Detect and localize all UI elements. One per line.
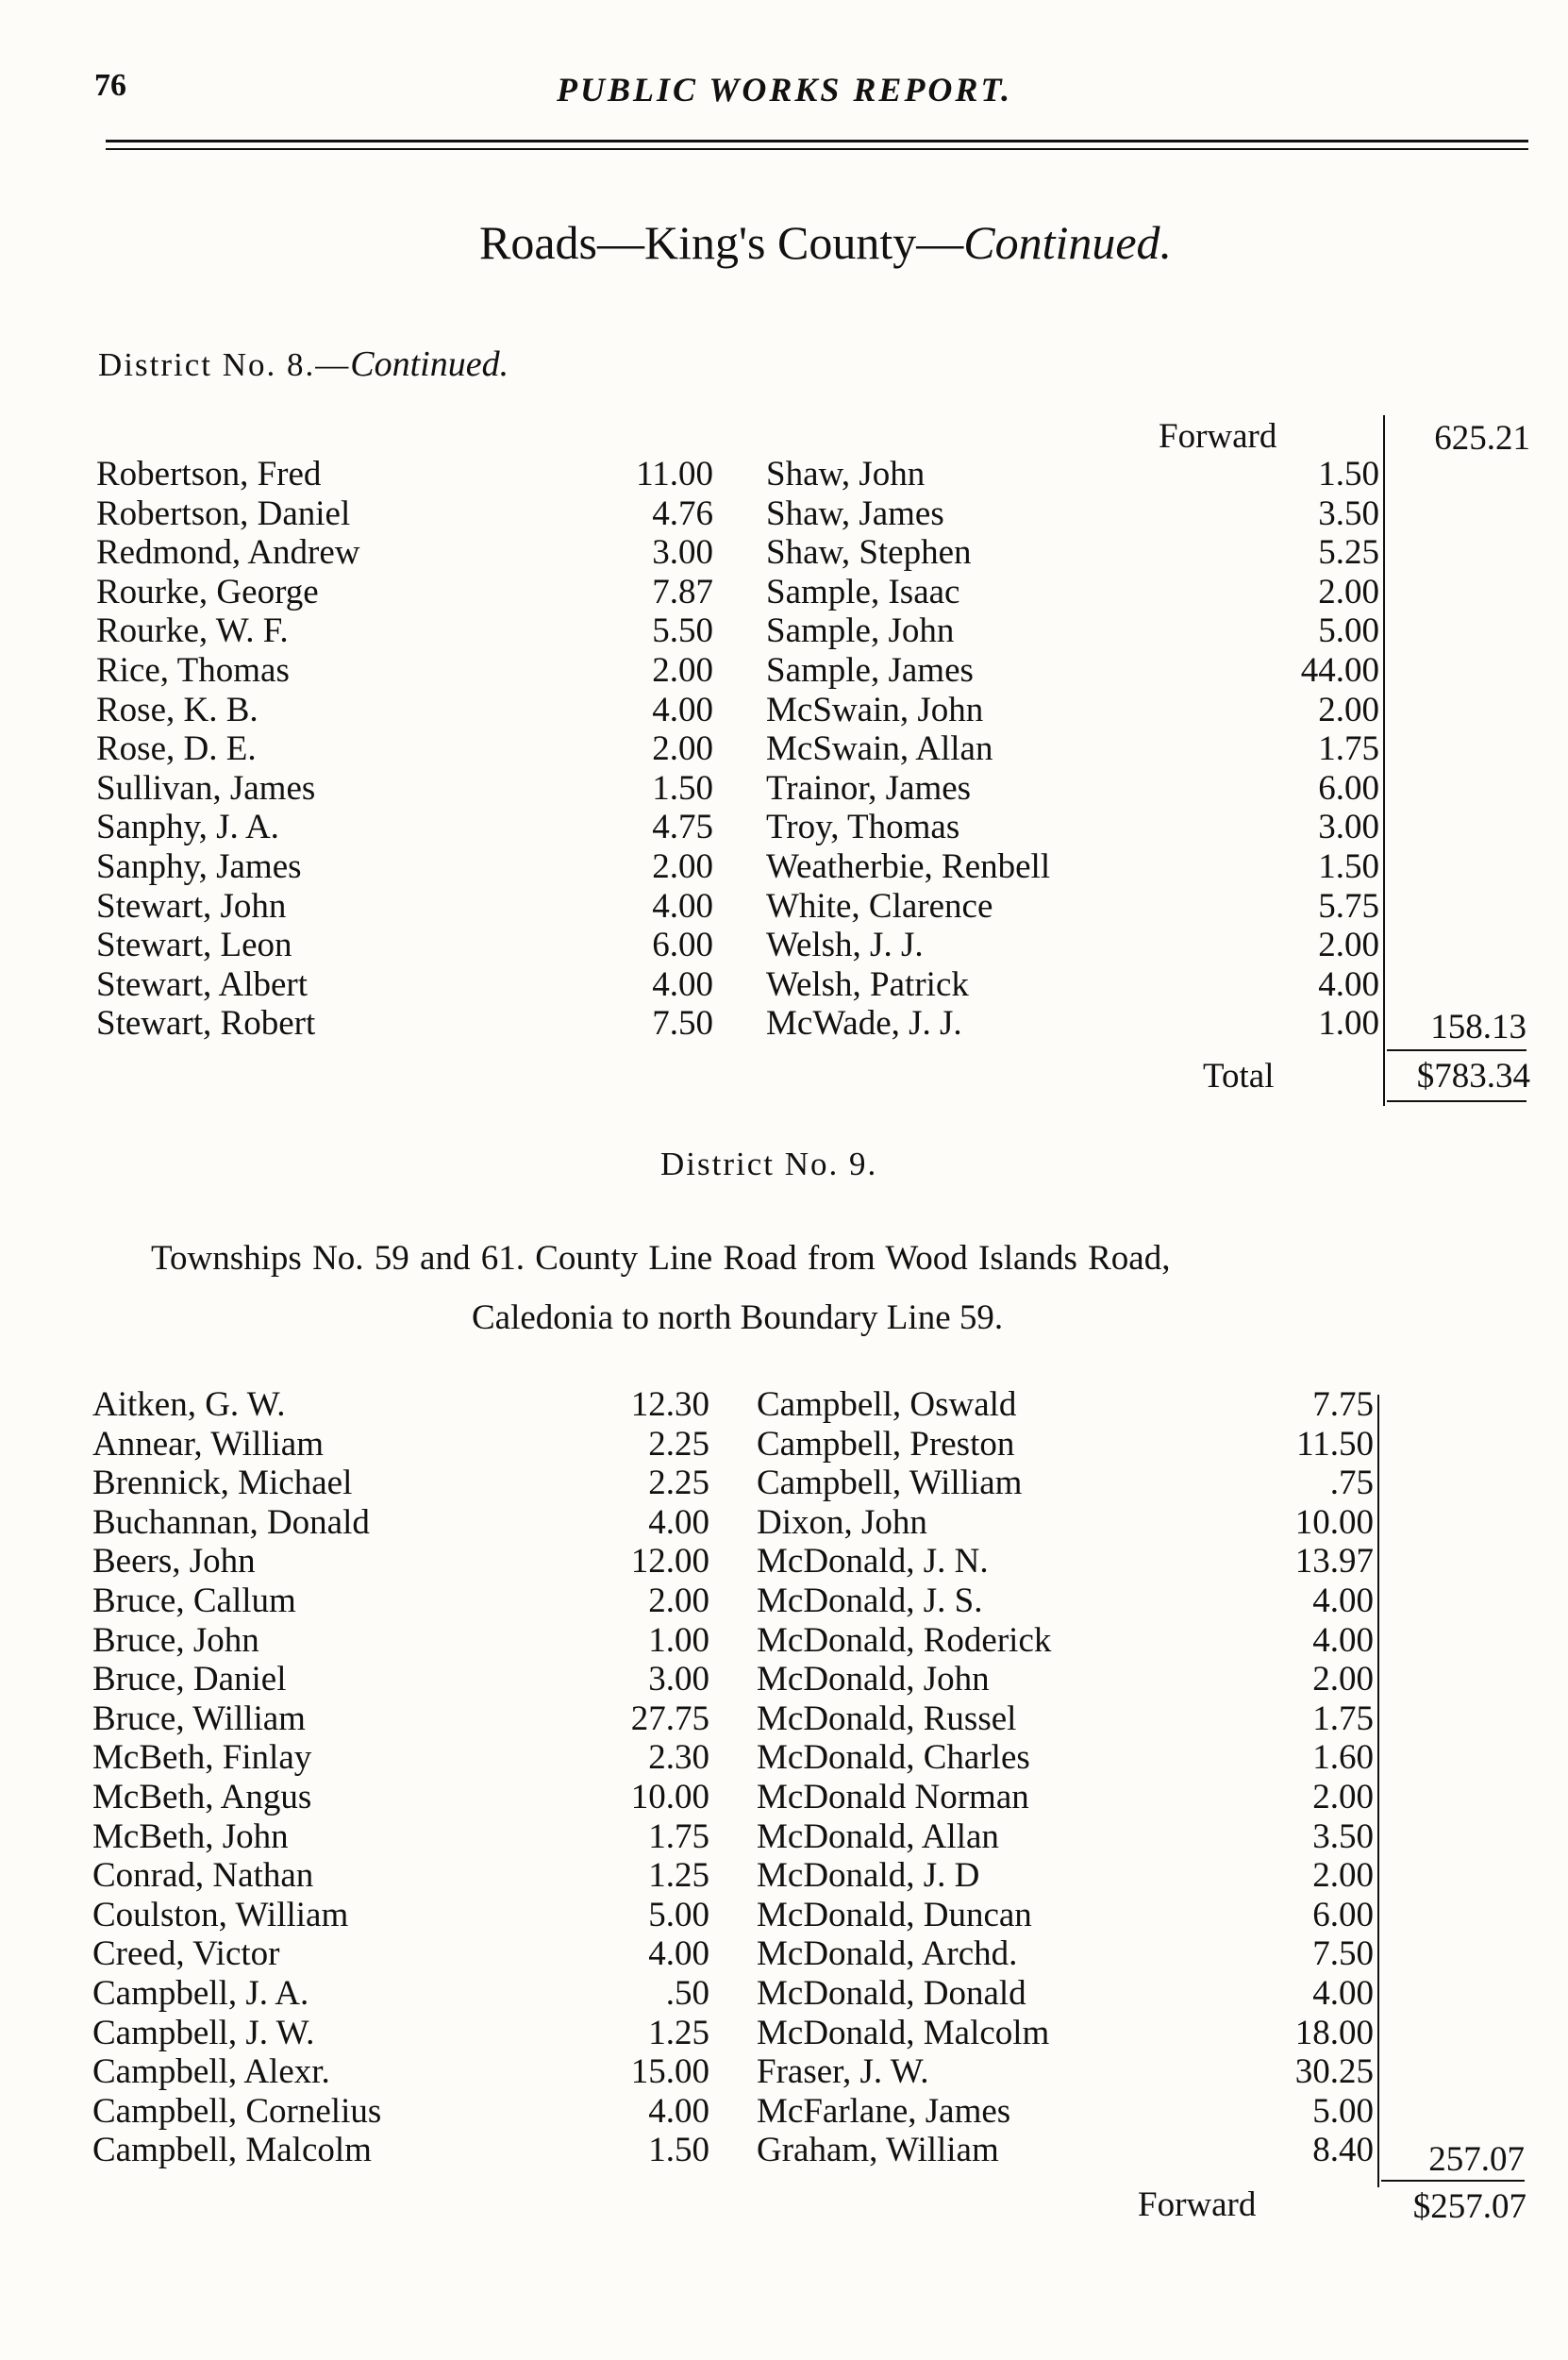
list-item-name: McDonald, Archd. [757, 1934, 1018, 1974]
list-item-amount: 2.00 [652, 651, 713, 690]
list-item-amount: 13.97 [1294, 1542, 1374, 1582]
list-item-amount: 30.25 [1294, 2052, 1374, 2092]
list-item-name: McDonald, J. N. [757, 1542, 989, 1582]
list-item-name: Rourke, W. F. [96, 611, 289, 651]
list-item-amount: 1.25 [648, 1856, 709, 1896]
list-item-amount: 4.00 [1312, 1620, 1374, 1660]
list-item-name: Bruce, Callum [92, 1582, 296, 1620]
list-item-amount: 2.25 [648, 1464, 709, 1503]
list-item-amount: 11.50 [1296, 1424, 1374, 1464]
list-item-amount: 4.00 [1318, 964, 1379, 1004]
list-item-name: Sanphy, J. A. [96, 808, 279, 847]
list-item-name: McDonald, Roderick [757, 1620, 1052, 1660]
list-item-name: Shaw, Stephen [766, 533, 972, 573]
list-item-amount: .50 [665, 1974, 709, 2013]
list-item-name: McDonald, Malcolm [757, 2013, 1050, 2052]
list-item-amount: 4.00 [1312, 1974, 1374, 2013]
list-item-amount: 4.00 [652, 964, 713, 1004]
list-item-name: McDonald, Donald [757, 1974, 1026, 2013]
list-item-amount: 5.00 [1318, 611, 1379, 651]
list-item-amount: 3.00 [652, 533, 713, 573]
district-8-heading [98, 343, 509, 385]
list-item-name: McBeth, John [92, 1816, 289, 1856]
list-item-name: Campbell, Oswald [757, 1385, 1017, 1424]
list-item-name: Rice, Thomas [96, 651, 290, 690]
list-item-amount: 4.76 [652, 494, 713, 533]
list-item-amount: 2.00 [652, 847, 713, 886]
list-item-name: Graham, William [757, 2131, 999, 2170]
list-item-amount: 1.50 [648, 2131, 709, 2170]
district-9-caption-line-1: Townships No. 59 and 61. County Line Road from Wood Islands Road, [151, 1239, 1171, 1278]
list-item-name: Stewart, Albert [96, 964, 309, 1004]
list-item-amount: 10.00 [1294, 1502, 1374, 1542]
list-item-name: McWade, J. J. [766, 1004, 962, 1044]
list-item-amount: 12.00 [630, 1542, 709, 1582]
section-title [479, 215, 1172, 270]
list-item-name: McDonald Norman [757, 1778, 1029, 1816]
list-item-amount: 2.00 [1312, 1856, 1374, 1896]
list-item-amount: 5.25 [1318, 533, 1379, 573]
list-item-name: McSwain, Allan [766, 729, 993, 769]
list-item-name: Bruce, John [92, 1620, 259, 1660]
list-item-amount: 1.00 [648, 1620, 709, 1660]
list-item-amount: 15.00 [630, 2052, 709, 2092]
list-item-name: Brennick, Michael [92, 1464, 353, 1503]
list-item-amount: 4.00 [652, 690, 713, 729]
list-item-amount: 2.00 [1312, 1660, 1374, 1699]
list-item-name: Sample, Isaac [766, 572, 960, 611]
header-rule-bottom [106, 148, 1528, 150]
list-item-name: Redmond, Andrew [96, 533, 360, 573]
district-9-column-rule [1377, 1395, 1379, 2187]
list-item-name: Trainor, James [766, 768, 972, 808]
list-item-name: McSwain, John [766, 690, 984, 729]
list-item-amount: 2.00 [1318, 572, 1379, 611]
district-8-subtotal-rule [1387, 1049, 1526, 1051]
list-item-amount: 2.00 [1312, 1778, 1374, 1816]
list-item-name: Campbell, J. W. [92, 2013, 315, 2052]
list-item-amount: 4.00 [648, 1502, 709, 1542]
list-item-name: McDonald, Russel [757, 1699, 1017, 1738]
list-item-name: Stewart, John [96, 886, 287, 926]
list-item-name: Weatherbie, Renbell [766, 847, 1051, 886]
district-8-total-label: Total [1203, 1057, 1275, 1096]
list-item-name: Aitken, G. W. [92, 1385, 286, 1424]
list-item-amount: 6.00 [1312, 1895, 1374, 1934]
district-8-heading-italic: Continued. [350, 344, 509, 384]
district-8-heading-text: District No. 8.— [98, 346, 351, 383]
list-item-name: Annear, William [92, 1424, 324, 1464]
district-9-forward-amount: $257.07 [1412, 2187, 1526, 2226]
list-item-name: Welsh, J. J. [766, 926, 924, 965]
list-item-name: Stewart, Leon [96, 926, 292, 965]
district-9-forward-label: Forward [1138, 2185, 1257, 2224]
list-item-name: Welsh, Patrick [766, 964, 969, 1004]
list-item-amount: 6.00 [652, 926, 713, 965]
list-item-name: Sullivan, James [96, 768, 316, 808]
list-item-amount: 2.00 [648, 1582, 709, 1620]
list-item-amount: 3.00 [648, 1660, 709, 1699]
list-item-name: Troy, Thomas [766, 808, 960, 847]
list-item-amount: 2.00 [1318, 690, 1379, 729]
list-item-amount: 11.00 [636, 455, 713, 494]
running-title: PUBLIC WORKS REPORT. [557, 71, 1013, 109]
page-number: 76 [94, 68, 126, 103]
list-item-amount: 5.50 [652, 611, 713, 651]
list-item-amount: 1.75 [648, 1816, 709, 1856]
list-item-name: McDonald, Charles [757, 1738, 1030, 1778]
district-9-subtotal-rule [1381, 2180, 1525, 2182]
list-item-amount: 1.75 [1318, 729, 1379, 769]
list-item-amount: 4.00 [648, 1934, 709, 1974]
list-item-amount: 18.00 [1294, 2013, 1374, 2052]
list-item-name: Robertson, Fred [96, 455, 322, 494]
list-item-amount: 7.50 [652, 1004, 713, 1044]
list-item-amount: 12.30 [630, 1385, 709, 1424]
list-item-name: Sanphy, James [96, 847, 302, 886]
list-item-amount: 8.40 [1312, 2131, 1374, 2170]
list-item-amount: 6.00 [1318, 768, 1379, 808]
list-item-amount: 5.00 [648, 1895, 709, 1934]
list-item-amount: 5.00 [1312, 2091, 1374, 2131]
section-title-italic: Continued. [963, 216, 1173, 269]
list-item-amount: 2.30 [648, 1738, 709, 1778]
district-9-subtotal: 257.07 [1428, 2140, 1525, 2179]
district-8-total-rule [1387, 1100, 1526, 1102]
list-item-name: Sample, James [766, 651, 974, 690]
list-item-name: McBeth, Finlay [92, 1738, 312, 1778]
list-item-name: Robertson, Daniel [96, 494, 351, 533]
list-item-amount: 7.75 [1312, 1385, 1374, 1424]
list-item-amount: 4.00 [1312, 1582, 1374, 1620]
district-8-total-amount: $783.34 [1416, 1057, 1530, 1096]
list-item-amount: 44.00 [1300, 651, 1379, 690]
list-item-name: Shaw, James [766, 494, 944, 533]
list-item-amount: 3.50 [1318, 494, 1379, 533]
list-item-name: Bruce, William [92, 1699, 306, 1738]
list-item-name: Dixon, John [757, 1502, 927, 1542]
list-item-name: Beers, John [92, 1542, 256, 1582]
list-item-name: McDonald, Duncan [757, 1895, 1032, 1934]
district-8-forward-label: Forward [1159, 417, 1277, 456]
list-item-name: Campbell, Cornelius [92, 2091, 382, 2131]
list-item-name: McDonald, J. S. [757, 1582, 983, 1620]
list-item-amount: 27.75 [630, 1699, 709, 1738]
district-9-heading: District No. 9. [660, 1146, 878, 1182]
list-item-name: Sample, John [766, 611, 955, 651]
header-rule-top [106, 140, 1528, 142]
list-item-amount: 7.87 [652, 572, 713, 611]
list-item-amount: 2.25 [648, 1424, 709, 1464]
list-item-name: Buchannan, Donald [92, 1502, 370, 1542]
list-item-name: Bruce, Daniel [92, 1660, 287, 1699]
list-item-amount: 1.00 [1318, 1004, 1379, 1044]
list-item-amount: .75 [1329, 1464, 1374, 1503]
list-item-amount: 1.25 [648, 2013, 709, 2052]
list-item-amount: 10.00 [630, 1778, 709, 1816]
list-item-name: Creed, Victor [92, 1934, 280, 1974]
list-item-name: Conrad, Nathan [92, 1856, 314, 1896]
list-item-name: McDonald, John [757, 1660, 990, 1699]
list-item-name: McFarlane, James [757, 2091, 1011, 2131]
list-item-name: Rose, D. E. [96, 729, 257, 769]
list-item-amount: 3.50 [1312, 1816, 1374, 1856]
list-item-name: Fraser, J. W. [757, 2052, 929, 2092]
district-9-caption-line-2: Caledonia to north Boundary Line 59. [472, 1298, 1004, 1337]
list-item-name: Campbell, J. A. [92, 1974, 309, 2013]
list-item-amount: 4.00 [652, 886, 713, 926]
list-item-amount: 1.75 [1312, 1699, 1374, 1738]
list-item-name: Coulston, William [92, 1895, 349, 1934]
district-8-forward-amount: 625.21 [1434, 419, 1530, 458]
list-item-name: Shaw, John [766, 455, 926, 494]
list-item-name: Campbell, Alexr. [92, 2052, 330, 2092]
list-item-amount: 1.60 [1312, 1738, 1374, 1778]
district-8-subtotal: 158.13 [1430, 1008, 1526, 1046]
list-item-name: White, Clarence [766, 886, 993, 926]
list-item-name: Campbell, Preston [757, 1424, 1015, 1464]
list-item-name: Rourke, George [96, 572, 319, 611]
list-item-name: Rose, K. B. [96, 690, 259, 729]
list-item-name: Campbell, William [757, 1464, 1023, 1503]
list-item-amount: 1.50 [652, 768, 713, 808]
list-item-amount: 7.50 [1312, 1934, 1374, 1974]
district-8-column-rule [1383, 415, 1385, 1106]
section-title-main: Roads—King's County— [479, 216, 964, 269]
list-item-amount: 3.00 [1318, 808, 1379, 847]
list-item-amount: 1.50 [1318, 455, 1379, 494]
list-item-amount: 4.00 [648, 2091, 709, 2131]
list-item-name: McBeth, Angus [92, 1778, 312, 1816]
list-item-amount: 4.75 [652, 808, 713, 847]
list-item-amount: 1.50 [1318, 847, 1379, 886]
list-item-amount: 5.75 [1318, 886, 1379, 926]
list-item-name: Stewart, Robert [96, 1004, 316, 1044]
list-item-name: McDonald, J. D [757, 1856, 980, 1896]
list-item-amount: 2.00 [1318, 926, 1379, 965]
list-item-name: McDonald, Allan [757, 1816, 999, 1856]
list-item-amount: 2.00 [652, 729, 713, 769]
list-item-name: Campbell, Malcolm [92, 2131, 372, 2170]
